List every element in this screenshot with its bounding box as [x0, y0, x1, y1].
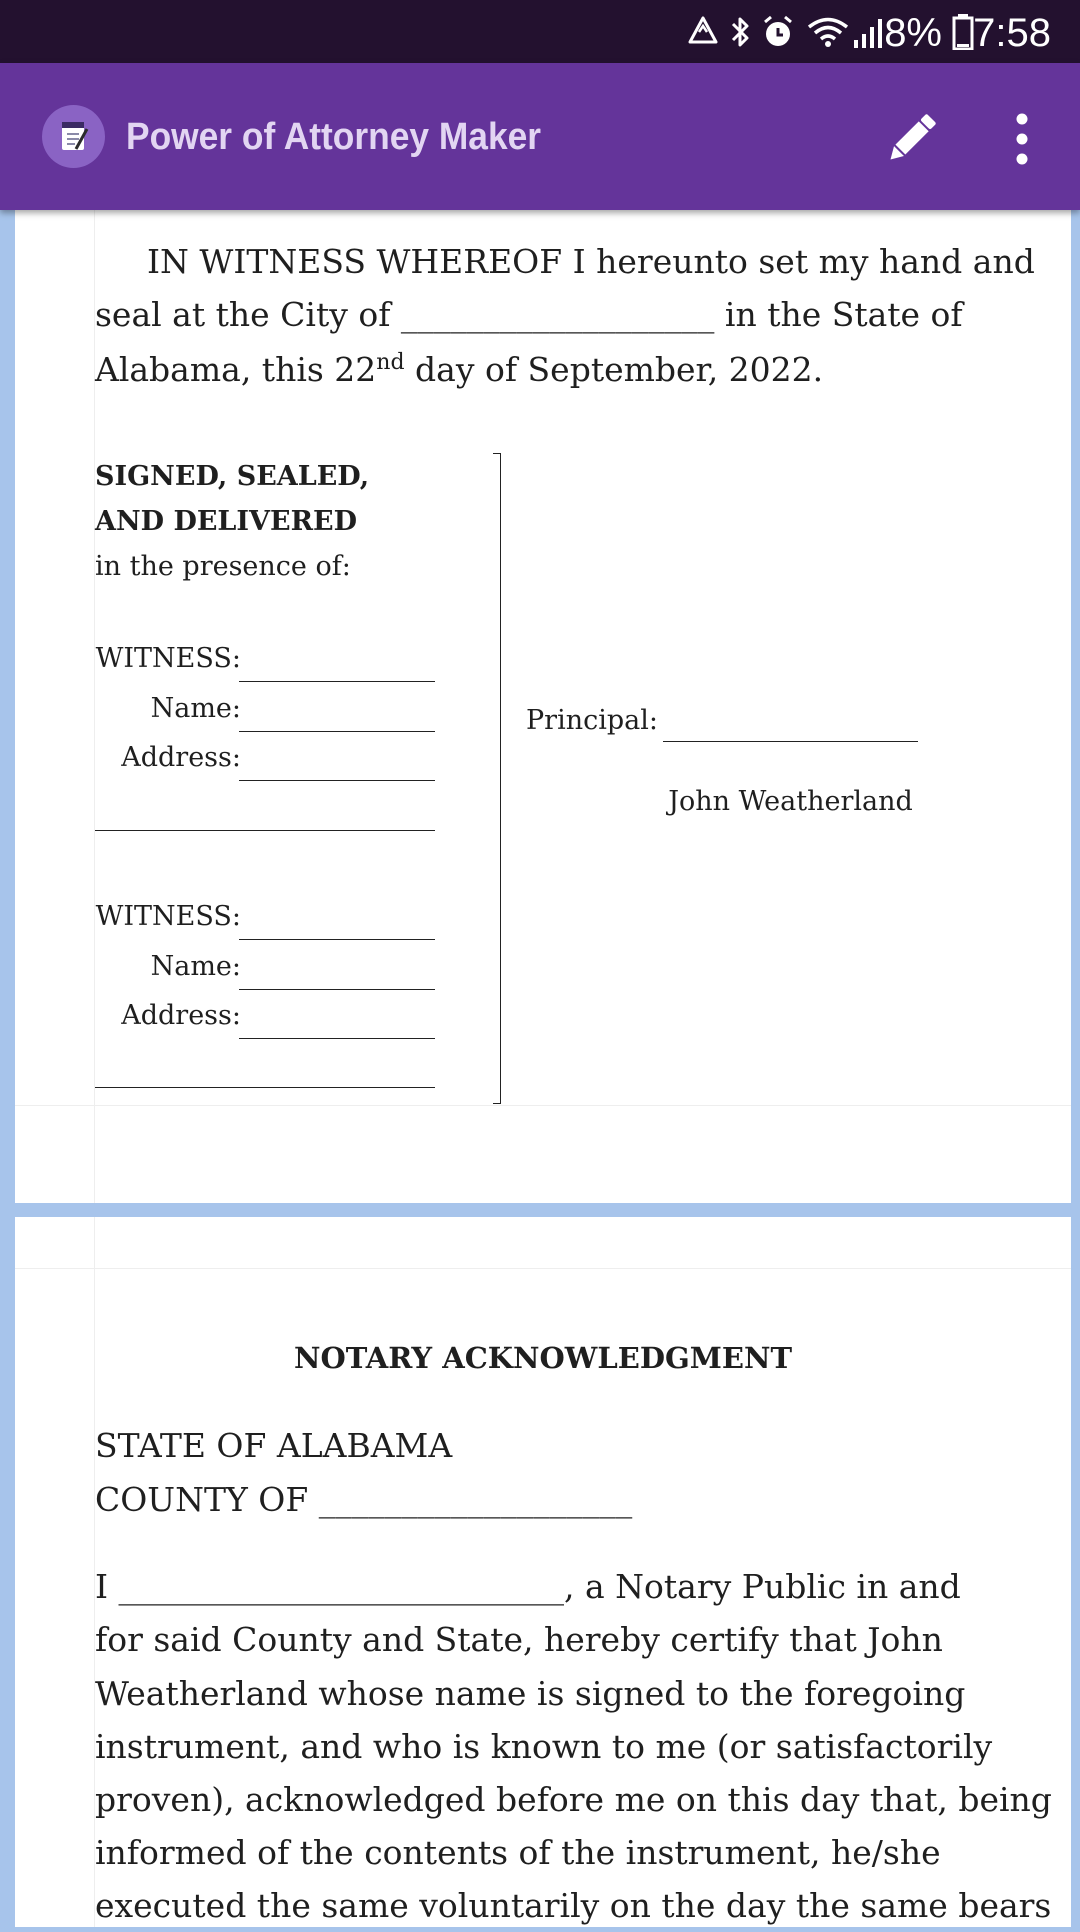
signed-sealed-label: SIGNED, SEALED, — [95, 461, 370, 492]
alarm-icon — [760, 14, 796, 50]
divider-bottom-tick — [493, 1103, 501, 1104]
notary-body-line-7: executed the same voluntarily on the day the same bears — [95, 1886, 1052, 1925]
witness-1-address-line — [239, 780, 435, 781]
principal-label: Principal: — [526, 705, 658, 736]
presence-label: in the presence of: — [95, 551, 351, 582]
recycle-icon — [686, 14, 720, 50]
notary-body-line-3: Weatherland whose name is signed to the foregoing — [95, 1674, 966, 1713]
witness-1-signature-line — [239, 681, 435, 682]
overflow-menu-button[interactable] — [1000, 108, 1044, 170]
witness-line-3 — [95, 343, 1015, 396]
app-bar — [0, 63, 1080, 210]
witness-1-label: WITNESS: — [95, 643, 241, 674]
pencil-icon — [880, 108, 942, 170]
county-line: COUNTY OF ___________________ — [95, 1480, 633, 1519]
divider-top-tick — [493, 453, 501, 454]
column-divider — [500, 453, 501, 1103]
notary-heading: NOTARY ACKNOWLEDGMENT — [293, 1341, 793, 1375]
state-line: STATE OF ALABAMA — [95, 1426, 453, 1465]
document-page-1 — [15, 210, 1071, 1203]
notary-body-line-1: I ___________________________, a Notary Public in and — [95, 1567, 961, 1606]
witness-1-address-line-2 — [95, 830, 435, 831]
witness-date-suffix: nd — [376, 350, 405, 375]
battery-percent: 8% — [884, 11, 942, 55]
witness-2-label: WITNESS: — [95, 901, 241, 932]
edit-button[interactable] — [880, 108, 942, 170]
more-vert-icon — [1000, 108, 1044, 170]
witness-2-address-line — [239, 1038, 435, 1039]
battery-icon — [952, 14, 974, 50]
witness-2-address-label: Address: — [121, 1000, 241, 1031]
witness-1-name-line — [239, 731, 435, 732]
page-guide — [15, 1268, 1071, 1269]
principal-signature-line — [663, 741, 918, 742]
app-title: Power of Attorney Maker — [126, 116, 542, 158]
witness-2-name-label: Name: — [150, 951, 241, 982]
notary-body-line-2: for said County and State, hereby certify that John — [95, 1620, 943, 1659]
and-delivered-label: AND DELIVERED — [95, 506, 358, 537]
wifi-icon — [806, 14, 850, 50]
app-notepad-icon — [42, 105, 105, 168]
page-guide — [15, 1105, 1071, 1106]
document-page-2 — [15, 1217, 1071, 1927]
status-bar — [0, 0, 1080, 63]
witness-2-name-line — [239, 989, 435, 990]
clock: 7:58 — [973, 11, 1051, 55]
witness-line-1: IN WITNESS WHEREOF I hereunto set my hand and — [147, 242, 1035, 281]
principal-name: John Weatherland — [668, 786, 913, 817]
notary-body-line-4: instrument, and who is known to me (or satisfactorily — [95, 1727, 993, 1766]
signal-icon — [852, 14, 886, 50]
witness-line-2: seal at the City of ___________________ in the State of — [95, 295, 963, 334]
witness-date-prefix: Alabama, this 22 — [95, 350, 377, 389]
witness-date-rest: day of September, 2022. — [404, 350, 824, 389]
witness-1-address-label: Address: — [121, 742, 241, 773]
witness-2-signature-line — [239, 939, 435, 940]
witness-2-address-line-2 — [95, 1087, 435, 1088]
bluetooth-icon — [728, 14, 752, 50]
notary-body-line-6: informed of the contents of the instrument, he/she — [95, 1833, 941, 1872]
notary-body-line-5: proven), acknowledged before me on this day that, being — [95, 1780, 1052, 1819]
witness-1-name-label: Name: — [150, 693, 241, 724]
